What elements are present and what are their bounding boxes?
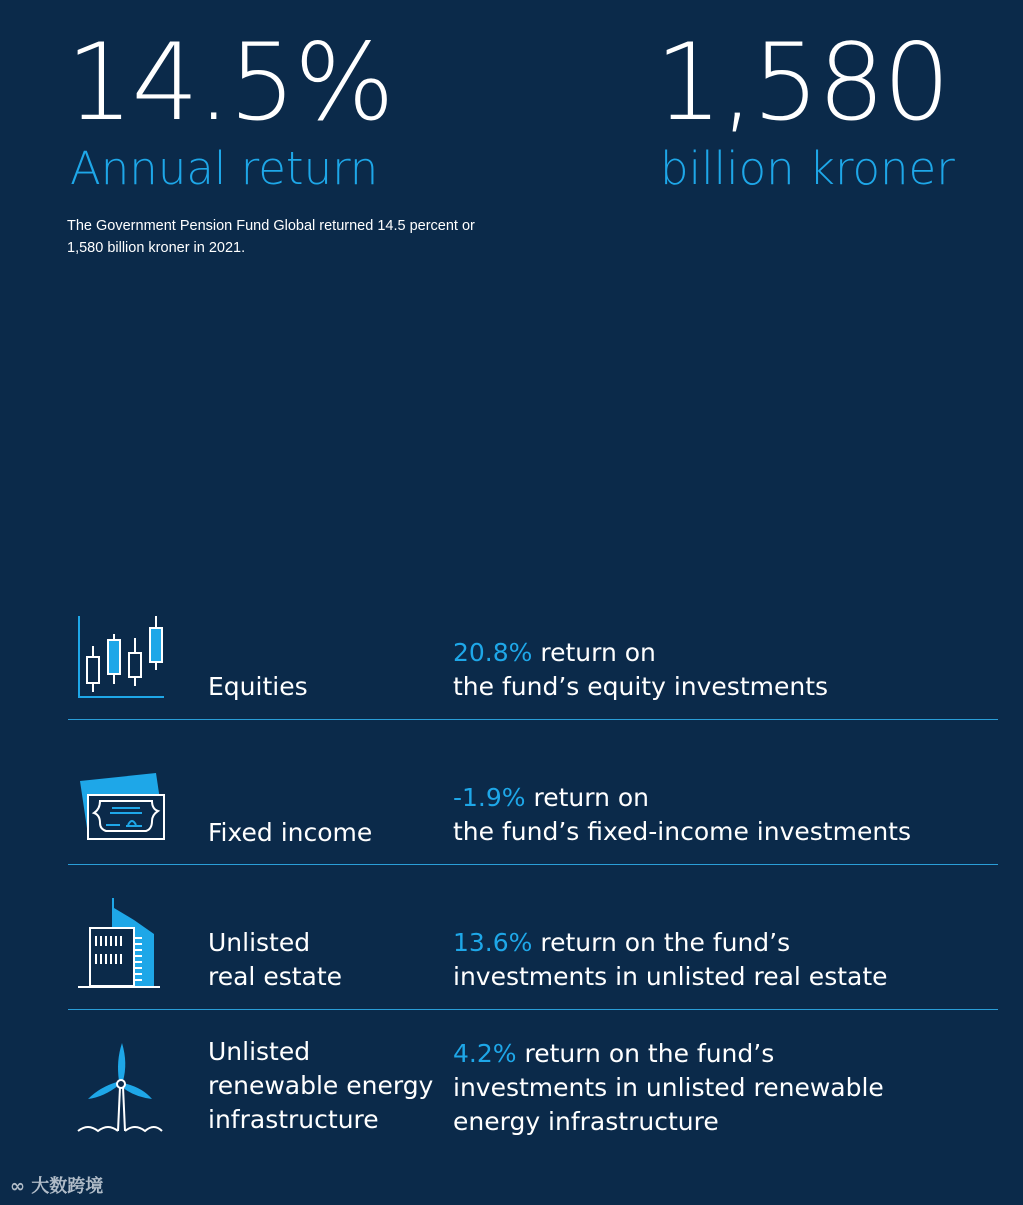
description-rest: return on — [525, 783, 650, 812]
asset-row-equities — [68, 574, 998, 720]
annual-return-label: Annual return — [70, 142, 379, 195]
description-line-1 — [453, 781, 993, 815]
description-rest: return on — [532, 638, 656, 667]
return-percentage: -1.9% — [453, 783, 526, 812]
description-line-1 — [453, 926, 993, 960]
return-description — [453, 1037, 993, 1139]
annual-return-value: 14.5% — [66, 21, 393, 144]
return-amount-value: 1,580 — [655, 21, 949, 144]
intro-line-2: 1,580 billion kroner in 2021. — [67, 240, 246, 256]
return-percentage: 13.6% — [453, 928, 533, 957]
description-line-1 — [453, 636, 993, 670]
category-line-3: infrastructure — [208, 1105, 379, 1134]
description-rest: return on the fund’s — [532, 928, 791, 957]
candlestick-chart-icon — [76, 614, 166, 704]
intro-line-1: The Government Pension Fund Global returned 14.5 percent or — [67, 218, 475, 234]
category-line-1: Unlisted — [208, 1037, 311, 1066]
return-percentage: 20.8% — [453, 638, 533, 667]
description-line-1 — [453, 1037, 993, 1071]
bond-certificate-icon — [76, 771, 168, 847]
category-label — [208, 816, 372, 850]
return-amount-label: billion kroner — [660, 142, 955, 195]
category-label — [208, 926, 342, 994]
return-description — [453, 781, 993, 849]
return-description — [453, 636, 993, 704]
description-line-3: energy infrastructure — [453, 1107, 719, 1136]
description-line-2: the fund’s fixed-income investments — [453, 817, 912, 846]
description-line-2: the fund’s equity investments — [453, 672, 829, 701]
watermark-text: 大数跨境 — [31, 1176, 104, 1197]
asset-row-unlisted-renewable-energy — [68, 1009, 998, 1154]
category-label — [208, 670, 308, 704]
intro-text — [67, 215, 537, 259]
watermark-logo — [10, 1172, 103, 1198]
category-label — [208, 1035, 433, 1137]
category-line-1: Fixed income — [208, 818, 373, 847]
watermark-icon: ∞ — [10, 1176, 25, 1197]
category-line-1: Equities — [208, 672, 308, 701]
office-building-icon — [76, 894, 162, 994]
description-line-2: investments in unlisted renewable — [453, 1073, 884, 1102]
wind-turbine-icon — [76, 1041, 166, 1141]
description-rest: return on the fund’s — [516, 1039, 775, 1068]
return-description — [453, 926, 993, 994]
category-line-2: renewable energy — [208, 1071, 434, 1100]
return-percentage: 4.2% — [453, 1039, 517, 1068]
description-line-2: investments in unlisted real estate — [453, 962, 888, 991]
asset-row-fixed-income — [68, 719, 998, 865]
category-line-1: Unlisted — [208, 928, 311, 957]
category-line-2: real estate — [208, 962, 343, 991]
asset-row-unlisted-real-estate — [68, 864, 998, 1010]
